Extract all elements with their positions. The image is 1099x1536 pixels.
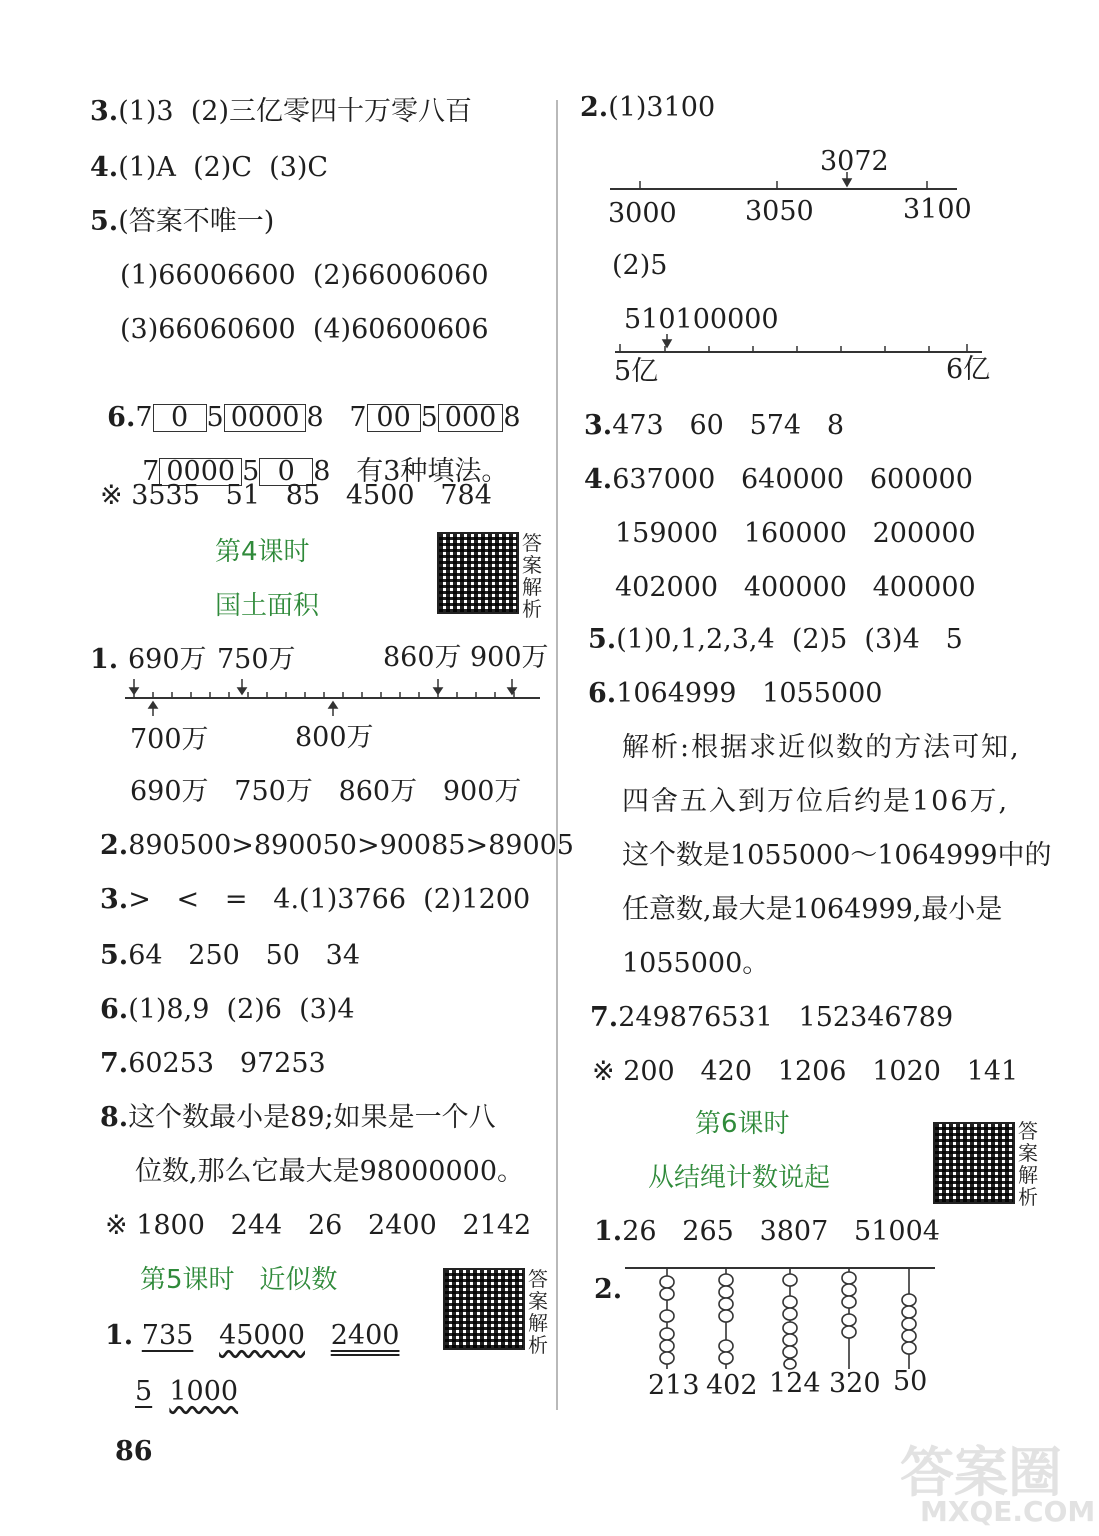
nl1-label-3: 3100 <box>903 194 972 225</box>
analysis-line-5: 1055000。 <box>622 948 770 979</box>
l5q1-line2: 5 1000 <box>135 1376 239 1407</box>
l4q1-bottom-1: 700万 <box>130 724 209 755</box>
r-q4-answer: 4.637000 640000 600000 <box>584 464 973 495</box>
star-answer-2: ※ 1800 244 26 2400 2142 <box>105 1210 532 1241</box>
qr-code-icon[interactable] <box>933 1122 1015 1204</box>
analysis-line-2: 四舍五入到万位后约是106万, <box>622 786 1010 817</box>
r-q2-part1: 2.(1)3100 <box>580 92 716 123</box>
lesson4-subtitle: 国土面积 <box>215 591 320 621</box>
r-q2-part2: (2)5 <box>612 250 668 281</box>
nl1-marker-label: 3072 <box>820 146 889 177</box>
l4q8-answer: 8.这个数最小是89;如果是一个八 <box>100 1102 496 1133</box>
watermark-site: MXQE.COM <box>920 1495 1096 1528</box>
qr-label: 答案解析 <box>528 1267 548 1357</box>
q6-line2: 7 0000 5 0 8 有3种填法。 <box>142 456 509 487</box>
lesson6-subtitle: 从结绳计数说起 <box>648 1163 831 1193</box>
watermark-logo: 答案圈 <box>900 1441 1062 1504</box>
nl2-label-2: 6亿 <box>946 354 991 385</box>
l5q1-answer: 1. 735 45000 2400 <box>105 1320 400 1351</box>
q5-line1: (1)66006600 (2)66006060 <box>120 260 489 291</box>
number-line-1 <box>120 676 550 716</box>
nl2-marker-label: 510100000 <box>624 304 779 335</box>
abacus-label-2: 402 <box>706 1370 758 1401</box>
r-q5-answer: 5.(1)0,1,2,3,4 (2)5 (3)4 5 <box>588 624 963 655</box>
lesson5-title: 第5课时 近似数 <box>140 1265 338 1295</box>
analysis-line-1: 解析:根据求近似数的方法可知, <box>622 732 1021 763</box>
page-number: 86 <box>115 1436 153 1467</box>
r-q4-line3: 402000 400000 400000 <box>615 572 976 603</box>
abacus-label-5: 50 <box>893 1366 928 1397</box>
l4q6-answer: 6.(1)8,9 (2)6 (3)4 <box>100 994 355 1025</box>
q3-answer: 3.(1)3 (2)三亿零四十万零八百 <box>90 96 473 127</box>
l4q1-top-2: 750万 <box>217 644 296 675</box>
l4q2-answer: 2.890500>890050>90085>89005 <box>100 830 574 861</box>
q5-line2: (3)66060600 (4)60600606 <box>120 314 489 345</box>
abacus-diagram <box>625 1264 940 1374</box>
qr-code-icon[interactable] <box>443 1268 525 1350</box>
q5-answer: 5.(答案不唯一) <box>90 206 275 237</box>
r-q4-line2: 159000 160000 200000 <box>615 518 976 549</box>
star-answer-1: ※ 3535 51 85 4500 784 <box>100 480 492 511</box>
l4q8-line2: 位数,那么它最大是98000000。 <box>135 1156 525 1187</box>
l4q1-top-3: 860万 <box>383 642 462 673</box>
q4-answer: 4.(1)A (2)C (3)C <box>90 152 329 183</box>
l4q1-num: 1. <box>90 644 119 675</box>
r-q7-answer: 7.249876531 152346789 <box>590 1002 954 1033</box>
abacus-label-1: 213 <box>648 1370 700 1401</box>
l6q2-num: 2. <box>594 1274 623 1305</box>
l4q3-answer: 3.> < = 4.(1)3766 (2)1200 <box>100 884 531 915</box>
analysis-line-3: 这个数是1055000～1064999中的 <box>622 840 1052 871</box>
l4q1-top-1: 690万 <box>128 644 207 675</box>
lesson6-title: 第6课时 <box>695 1109 790 1139</box>
nl1-label-1: 3000 <box>608 198 677 229</box>
l4q5-answer: 5.64 250 50 34 <box>100 940 361 971</box>
r-q3-answer: 3.473 60 574 8 <box>584 410 845 441</box>
column-divider <box>556 100 558 1410</box>
q6-answer: 6.7 0 5 0000 8 7 00 5 000 8 <box>107 402 521 433</box>
l4q1-bottom-2: 800万 <box>295 722 374 753</box>
l4q7-answer: 7.60253 97253 <box>100 1048 326 1079</box>
number-line-3 <box>610 332 990 360</box>
r-q6-answer: 6.1064999 1055000 <box>588 678 883 709</box>
l6q1-answer: 1.26 265 3807 51004 <box>594 1216 940 1247</box>
lesson4-title: 第4课时 <box>215 537 310 567</box>
qr-label: 答案解析 <box>522 531 542 621</box>
qr-code-icon[interactable] <box>437 532 519 614</box>
l4q1-top-4: 900万 <box>470 642 549 673</box>
abacus-label-4: 320 <box>829 1368 881 1399</box>
analysis-line-4: 任意数,最大是1064999,最小是 <box>622 894 1003 925</box>
r-star-answer: ※ 200 420 1206 1020 141 <box>592 1056 1019 1087</box>
nl1-label-2: 3050 <box>745 196 814 227</box>
l4q1-row: 690万 750万 860万 900万 <box>130 776 522 807</box>
nl2-label-1: 5亿 <box>614 356 659 387</box>
abacus-label-3: 124 <box>769 1368 821 1399</box>
qr-label: 答案解析 <box>1018 1119 1038 1209</box>
